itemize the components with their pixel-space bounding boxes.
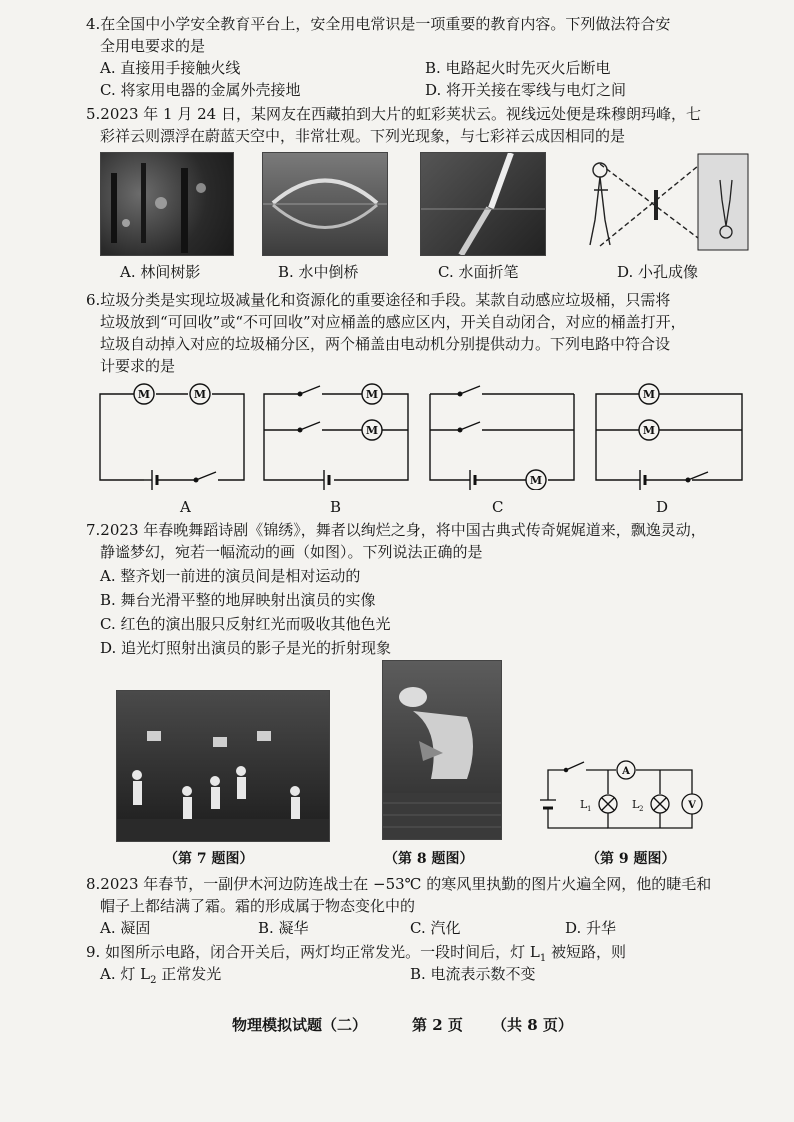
q6-label-c: C <box>492 498 504 516</box>
q5-option-a: A. 林间树影 <box>120 263 201 281</box>
q5-option-b: B. 水中倒桥 <box>278 263 359 281</box>
q8-option-b: B. 凝华 <box>258 919 309 937</box>
q8-option-d: D. 升华 <box>565 919 617 937</box>
q8-stem-line2: 帽子上都结满了霜。霜的形成属于物态变化中的 <box>100 897 416 915</box>
motor-a1-label: M <box>137 388 151 401</box>
q6-stem-line3: 垃圾自动掉入对应的垃圾桶分区，两个桶盖由电动机分别提供动力。下列电路中符合设 <box>100 335 671 353</box>
q9-stem-part2: 被短路，则 <box>546 943 626 961</box>
soldier-frost-drawing <box>383 661 501 839</box>
q6-label-d: D <box>656 498 669 516</box>
circuit-c <box>430 386 574 490</box>
pinhole-imaging-diagram <box>580 150 750 254</box>
lamp1-label: L <box>580 798 588 811</box>
q9-option-a <box>100 964 221 991</box>
lamp2-subscript: 2 <box>639 805 644 813</box>
q6-stem-line4: 计要求的是 <box>100 357 176 375</box>
ammeter-label: A <box>622 766 630 777</box>
figure7-caption: （第 7 题图） <box>164 851 254 867</box>
q8-option-c: C. 汽化 <box>410 919 461 937</box>
footer-total: （共 8 页） <box>492 1016 573 1034</box>
figure8-caption: （第 8 题图） <box>384 851 474 867</box>
q5-option-d: D. 小孔成像 <box>617 263 699 281</box>
q8-option-a: A. 凝固 <box>100 919 151 937</box>
q9-circuit-diagram <box>536 760 716 840</box>
q8-stem-line1: 8.2023 年春节，一副伊木河边防连战士在 −53℃ 的寒风里执勤的图片火遍全网，他的睫毛和 <box>86 875 712 893</box>
soldier-frost-photo <box>382 660 502 840</box>
q4-option-d: D. 将开关接在零线与电灯之间 <box>425 81 627 99</box>
q5-stem-line1: 5.2023 年 1 月 24 日，某网友在西藏拍到大片的虹彩荚状云。视线远处便是珠穆朗玛峰，七 <box>86 105 701 123</box>
q4-stem-line1: 4.在全国中小学安全教育平台上，安全用电常识是一项重要的教育内容。下列做法符合安 <box>86 15 671 33</box>
q7-option-b: B. 舞台光滑平整的地屏映射出演员的实像 <box>100 591 376 609</box>
motor-c-label: M <box>529 474 543 487</box>
lamp2-label: L <box>632 798 640 811</box>
pinhole-diagram-svg <box>580 150 750 254</box>
q7-option-d: D. 追光灯照射出演员的影子是光的折射现象 <box>100 639 392 657</box>
dance-stage-photo <box>116 690 330 842</box>
circuit-d <box>596 384 742 490</box>
footer-title: 物理模拟试题（二） <box>232 1016 368 1034</box>
figure9-caption: （第 9 题图） <box>586 851 676 867</box>
q9-option-a-subscript: 2 <box>150 975 157 986</box>
motor-d2-label: M <box>642 424 656 437</box>
q9-stem-part1: 9. 如图所示电路，闭合开关后，两灯均正常发光。一段时间后，灯 L <box>86 943 540 961</box>
bridge-reflection-drawing <box>263 153 387 255</box>
q5-stem-line2: 彩祥云则漂浮在蔚蓝天空中，非常壮观。下列光现象，与七彩祥云成因相同的是 <box>100 127 626 145</box>
bridge-reflection-photo <box>262 152 388 256</box>
footer-page: 第 2 页 <box>412 1016 463 1034</box>
q9-stem-subscript: 1 <box>539 953 547 964</box>
q9-option-b: B. 电流表示数不变 <box>410 965 536 983</box>
q9-option-a-part2: 正常发光 <box>156 965 222 983</box>
q7-option-a: A. 整齐划一前进的演员间是相对运动的 <box>100 567 361 585</box>
motor-b1-label: M <box>365 388 379 401</box>
q4-option-a: A. 直接用手接触火线 <box>100 59 241 77</box>
q6-label-b: B <box>330 498 342 516</box>
voltmeter-label: V <box>688 800 696 811</box>
circuit-b <box>264 384 408 490</box>
q6-stem-line1: 6.垃圾分类是实现垃圾减量化和资源化的重要途径和手段。某款自动感应垃圾桶，只需将 <box>86 291 671 309</box>
q4-option-b: B. 电路起火时先灭火后断电 <box>425 59 611 77</box>
lamp1-subscript: 1 <box>587 805 592 813</box>
circuit-a <box>100 384 244 490</box>
motor-d1-label: M <box>642 388 656 401</box>
q7-option-c: C. 红色的演出服只反射红光而吸收其他色光 <box>100 615 391 633</box>
q7-stem-line1: 7.2023 年春晚舞蹈诗剧《锦绣》，舞者以绚烂之身，将中国古典式传奇娓娓道来，飘逸灵动， <box>86 521 706 539</box>
pen-refraction-photo <box>420 152 546 256</box>
q9-option-a-part1: A. 灯 L <box>100 965 151 983</box>
q4-option-c: C. 将家用电器的金属外壳接地 <box>100 81 301 99</box>
tree-shadow-texture <box>101 153 233 255</box>
q4-stem-line2: 全用电要求的是 <box>100 37 206 55</box>
q6-circuit-options <box>96 380 756 490</box>
dance-stage-figures <box>117 691 329 841</box>
q7-stem-line2: 静谧梦幻，宛若一幅流动的画（如图）。下列说法正确的是 <box>100 543 483 561</box>
motor-a2-label: M <box>193 388 207 401</box>
pen-refraction-drawing <box>421 153 545 255</box>
tree-shadow-photo <box>100 152 234 256</box>
motor-b2-label: M <box>365 424 379 437</box>
q6-stem-line2: 垃圾放到“可回收”或“不可回收”对应桶盖的感应区内，开关自动闭合，对应的桶盖打开， <box>100 313 686 331</box>
q5-option-c: C. 水面折笔 <box>438 263 519 281</box>
q6-label-a: A <box>180 498 191 516</box>
